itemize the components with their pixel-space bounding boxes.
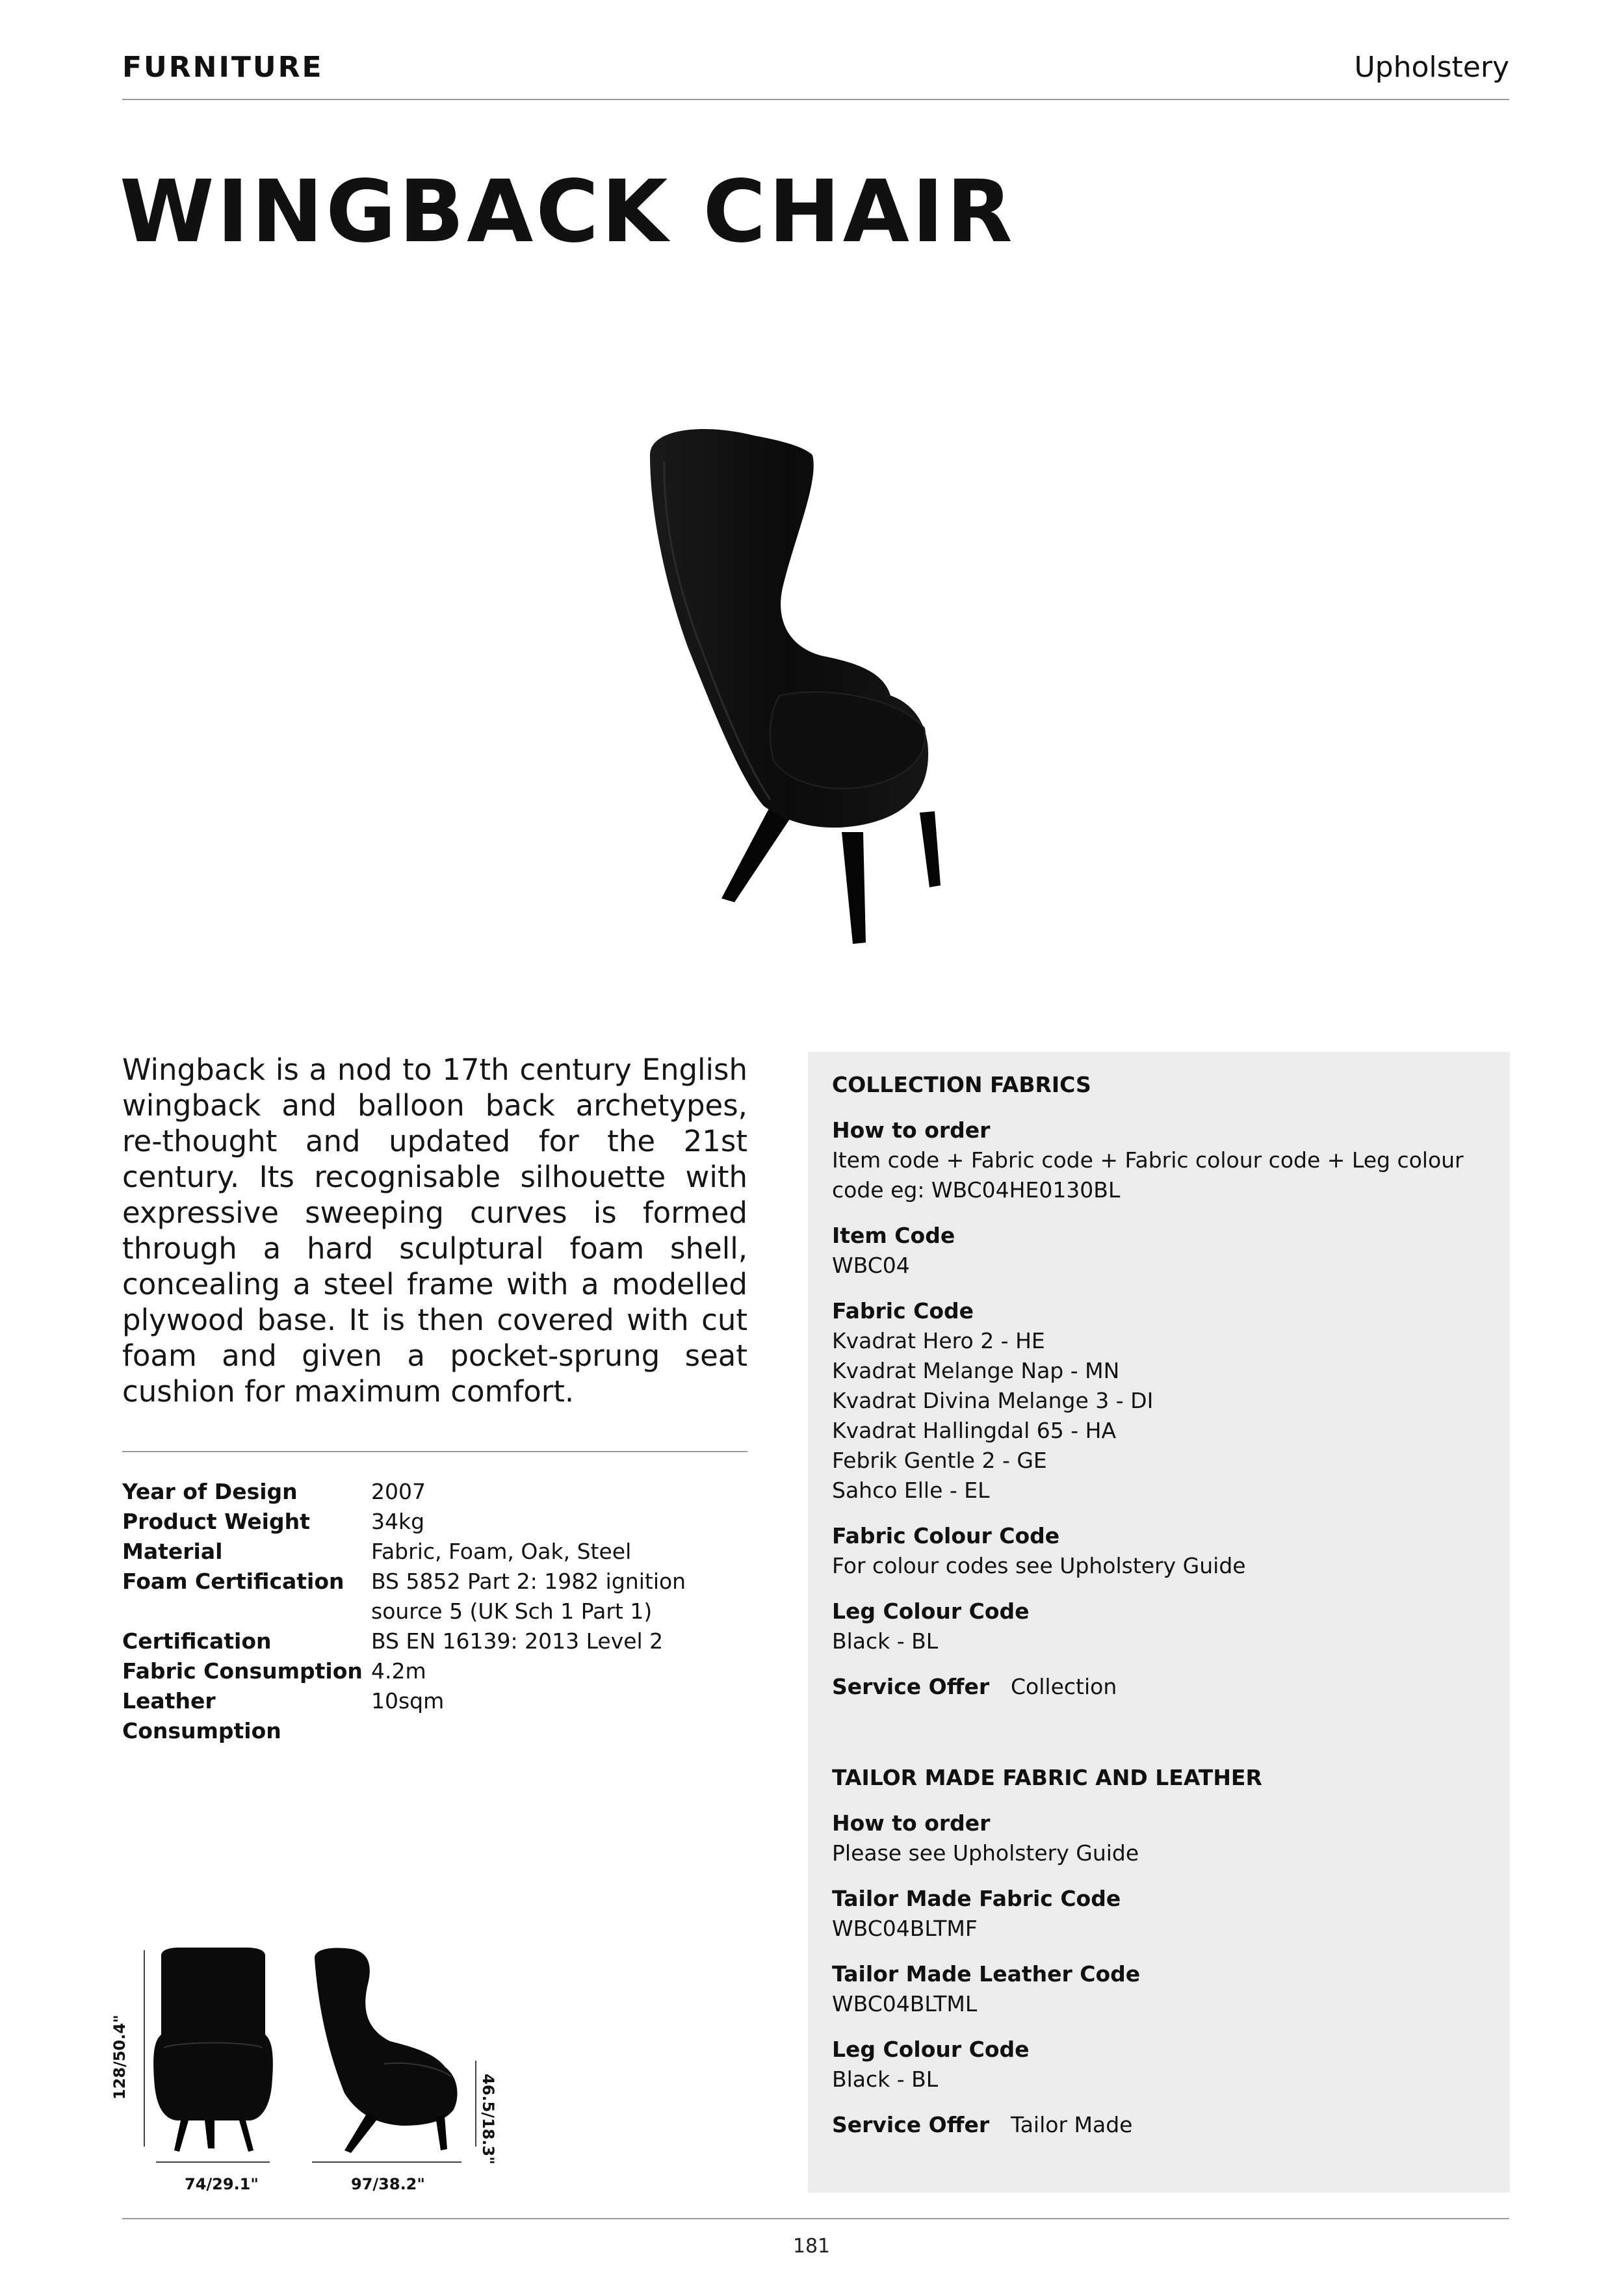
spec-value: 10sqm bbox=[371, 1688, 445, 1714]
front-width-dimension: 74/29.1" bbox=[185, 2175, 259, 2193]
front-view-drawing bbox=[117, 1944, 312, 2204]
spec-label: Certification bbox=[122, 1628, 272, 1654]
tailor-how-to-order: How to order Please see Upholstery Guide bbox=[832, 1810, 1139, 1866]
spec-row bbox=[122, 1537, 747, 1567]
section-label: FURNITURE bbox=[122, 51, 324, 84]
spec-value: 4.2m bbox=[371, 1658, 426, 1684]
spec-value: BS 5852 Part 2: 1982 ignition source 5 (UK Sch 1 Part 1) bbox=[371, 1569, 686, 1624]
description-divider bbox=[122, 1451, 747, 1452]
fabric-item: Kvadrat Hallingdal 65 - HA bbox=[832, 1418, 1117, 1443]
spec-label: Foam Certification bbox=[122, 1569, 344, 1594]
chair-product-image bbox=[624, 416, 1014, 949]
header-divider bbox=[122, 99, 1509, 100]
spec-label: Product Weight bbox=[122, 1509, 310, 1534]
fabric-item: Sahco Elle - EL bbox=[832, 1478, 990, 1503]
side-view-drawing bbox=[305, 1944, 500, 2204]
fabric-item: Kvadrat Divina Melange 3 - DI bbox=[832, 1388, 1154, 1413]
spec-value: BS EN 16139: 2013 Level 2 bbox=[371, 1628, 664, 1654]
spec-row bbox=[122, 1477, 747, 1507]
overall-height-dimension: 128/50.4" bbox=[110, 2015, 129, 2100]
spec-label: Leather Consumption bbox=[122, 1688, 281, 1743]
fabric-item: Kvadrat Melange Nap - MN bbox=[832, 1358, 1120, 1383]
product-title: WINGBACK CHAIR bbox=[120, 162, 1015, 262]
spec-table bbox=[122, 1477, 747, 1746]
spec-value: 2007 bbox=[371, 1479, 426, 1504]
tailor-leather-code: Tailor Made Leather Code WBC04BLTML bbox=[832, 1961, 1141, 2016]
collection-fabric-code: Fabric Code Kvadrat Hero 2 - HE Kvadrat Melange Nap - MN Kvadrat Divina Melange 3 - DI Kvadrat Hallingdal 65 - HA Febrik Gentle 2 - GE Sahco Elle - EL bbox=[832, 1296, 1488, 1506]
spec-row bbox=[122, 1656, 747, 1686]
side-width-dimension: 97/38.2" bbox=[351, 2175, 425, 2193]
tailor-leg-colour-code: Leg Colour Code Black - BL bbox=[832, 2037, 1030, 2092]
spec-row bbox=[122, 1686, 747, 1746]
footer-divider bbox=[122, 2218, 1509, 2219]
fabric-item: Febrik Gentle 2 - GE bbox=[832, 1448, 1047, 1473]
spec-row bbox=[122, 1567, 747, 1626]
category-label: Upholstery bbox=[1354, 51, 1509, 84]
seat-height-dimension: 46.5/18.3" bbox=[479, 2074, 497, 2165]
collection-leg-colour-code: Leg Colour Code Black - BL bbox=[832, 1598, 1030, 1654]
spec-label: Fabric Consumption bbox=[122, 1658, 363, 1684]
spec-value: Fabric, Foam, Oak, Steel bbox=[371, 1539, 632, 1564]
spec-row bbox=[122, 1626, 747, 1656]
collection-fabric-colour-code: Fabric Colour Code For colour codes see Upholstery Guide bbox=[832, 1523, 1246, 1578]
spec-label: Year of Design bbox=[122, 1479, 298, 1504]
ordering-panel bbox=[808, 1052, 1510, 2193]
page-number: 181 bbox=[792, 2235, 831, 2258]
spec-row bbox=[122, 1507, 747, 1537]
tailor-service-offer: Service Offer Tailor Made bbox=[832, 2112, 1133, 2137]
tailor-fabric-code: Tailor Made Fabric Code WBC04BLTMF bbox=[832, 1886, 1121, 1941]
fabric-item: Kvadrat Hero 2 - HE bbox=[832, 1328, 1045, 1353]
collection-item-code: Item Code WBC04 bbox=[832, 1223, 955, 1278]
collection-how-to-order: How to order Item code + Fabric code + Fabric colour code + Leg colour code eg: WBC04HE0130BL bbox=[832, 1117, 1464, 1203]
collection-fabrics-heading: COLLECTION FABRICS bbox=[832, 1072, 1091, 1097]
spec-value: 34kg bbox=[371, 1509, 425, 1534]
tailor-made-heading: TAILOR MADE FABRIC AND LEATHER bbox=[832, 1765, 1262, 1790]
collection-service-offer: Service Offer Collection bbox=[832, 1674, 1117, 1699]
spec-label: Material bbox=[122, 1539, 223, 1564]
product-description: Wingback is a nod to 17th century English wingback and balloon back archetypes, re-thought and updated for the 21st century. Its recognisable silhouette with expressive sweeping curves is formed through a hard sculptural foam shell, concealing a steel frame with a modelled plywood base. It is then covered with cut foam and given a pocket-sprung seat cushion for maximum comfort. bbox=[122, 1052, 747, 1409]
